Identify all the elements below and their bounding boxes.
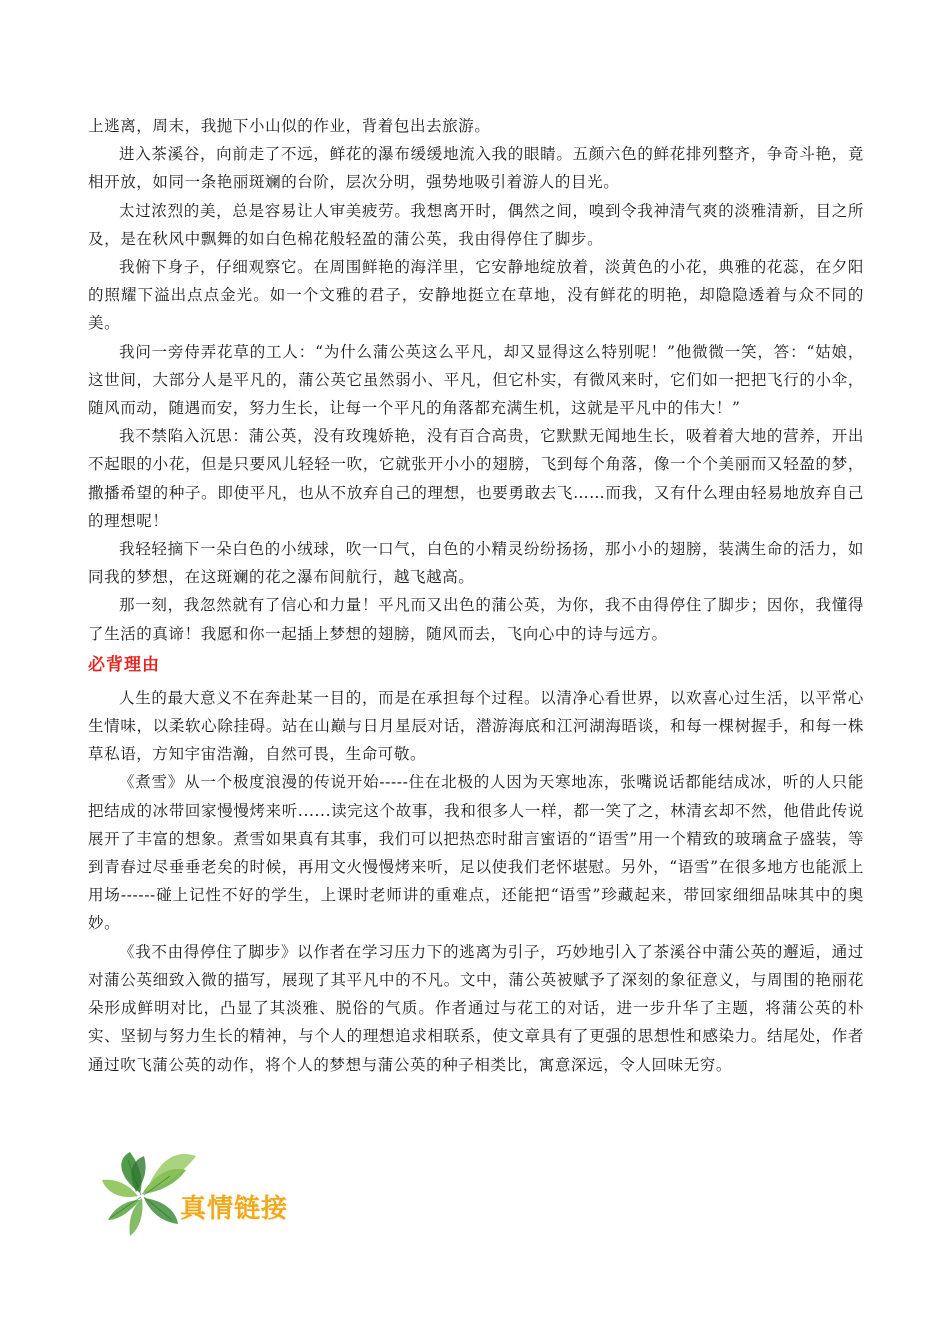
story-paragraph: 我问一旁侍弄花草的工人：“为什么蒲公英这么平凡，却又显得这么特别呢！”他微微一笑，答：“姑娘，这世间，大部分人是平凡的，蒲公英它虽然弱小、平凡，但它朴实，有微风来时，它们如一把把飞行的小伞，随风而动，随遇而安，努力生长，让每一个平凡的角落都充满生机，这就是平凡中的伟大！” (88, 342, 864, 418)
banner-title: 真情链接 (180, 1194, 289, 1224)
story-paragraph: 太过浓烈的美，总是容易让人审美疲劳。我想离开时，偶然之间，嗅到令我神清气爽的淡雅清新，目之所及，是在秋风中飘舞的如白色棉花般轻盈的蒲公英，我由得停住了脚步。 (88, 201, 864, 248)
story-paragraph: 那一刻，我忽然就有了信心和力量！平凡而又出色的蒲公英，为你，我不由得停住了脚步；因你，我懂得了生活的真谛！我愿和你一起插上梦想的翅膀，随风而去，飞向心中的诗与远方。 (88, 596, 864, 643)
story-paragraph: 我轻轻摘下一朵白色的小绒球，吹一口气，白色的小精灵纷纷扬扬，那小小的翅膀，装满生命的活力，如同我的梦想，在这斑斓的花之瀑布间航行，越飞越高。 (88, 540, 864, 587)
reason-paragraph: 《煮雪》从一个极度浪漫的传说开始-----住在北极的人因为天寒地冻，张嘴说话都能结成冰，听的人只能把结成的冰带回家慢慢烤来听......读完这个故事，我和很多人一样，都一笑了之，林清玄却不然，他借此传说展开了丰富的想象。煮雪如果真有其事，我们可以把热恋时甜言蜜语的“语雪”用一个精致的玻璃盒子盛装，等到青春过尽垂垂老矣的时候，再用文火慢慢烤来听，足以使我们老怀堪慰。另外，“语雪”在很多地方也能派上用场------碰上记性不好的学生，上课时老师讲的重难点，还能把“语雪”珍藏起来，带回家细细品味其中的奥妙。 (88, 773, 864, 933)
story-paragraph: 进入茶溪谷，向前走了不远，鲜花的瀑布缓缓地流入我的眼睛。五颜六色的鲜花排列整齐，争奇斗艳，竟相开放，如同一条艳丽斑斓的台阶，层次分明，强势地吸引着游人的目光。 (88, 145, 864, 192)
reason-paragraph: 《我不由得停住了脚步》以作者在学习压力下的逃离为引子，巧妙地引入了茶溪谷中蒲公英的邂逅，通过对蒲公英细致入微的描写，展现了其平凡中的不凡。文中，蒲公英被赋予了深刻的象征意义，与周围的艳丽花朵形成鲜明对比，凸显了其淡雅、脱俗的气质。作者通过与花工的对话，进一步升华了主题，将蒲公英的朴实、坚韧与努力生长的精神，与个人的理想追求相联系，使文章具有了更强的思想性和感染力。结尾处，作者通过吹飞蒲公英的动作，将个人的梦想与蒲公英的种子相类比，寓意深远，令人回味无穷。 (88, 942, 864, 1074)
story-paragraph: 上逃离，周末，我抛下小山似的作业，背着包出去旅游。 (88, 117, 491, 135)
story-paragraph: 我不禁陷入沉思：蒲公英，没有玫瑰娇艳，没有百合高贵，它默默无闻地生长，吸着着大地的营养，开出不起眼的小花，但是只要风儿轻轻一吹，它就张开小小的翅膀，飞到每个角落，像一个个美丽而又轻盈的梦，撒播希望的种子。即使平凡，也从不放弃自己的理想，也要勇敢去飞……而我，又有什么理由轻易地放弃自己的理想呢！ (88, 427, 864, 530)
document-body (88, 112, 864, 1079)
reason-paragraph: 人生的最大意义不在奔赴某一目的，而是在承担每个过程。以清净心看世界，以欢喜心过生活，以平常心生情味，以柔软心除挂碍。站在山巅与日月星辰对话，潜游海底和江河湖海晤谈，和每一棵树握手，和每一株草私语，方知宇宙浩瀚，自然可畏，生命可敬。 (88, 688, 864, 764)
section-banner (100, 1148, 340, 1238)
section-title-reason: 必背理由 (88, 654, 160, 675)
story-paragraph: 我俯下身子，仔细观察它。在周围鲜艳的海洋里，它安静地绽放着，淡黄色的小花，典雅的花蕊，在夕阳的照耀下溢出点点金光。如一个文雅的君子，安静地挺立在草地，没有鲜花的明艳，却隐隐透着与众不同的美。 (88, 258, 864, 333)
